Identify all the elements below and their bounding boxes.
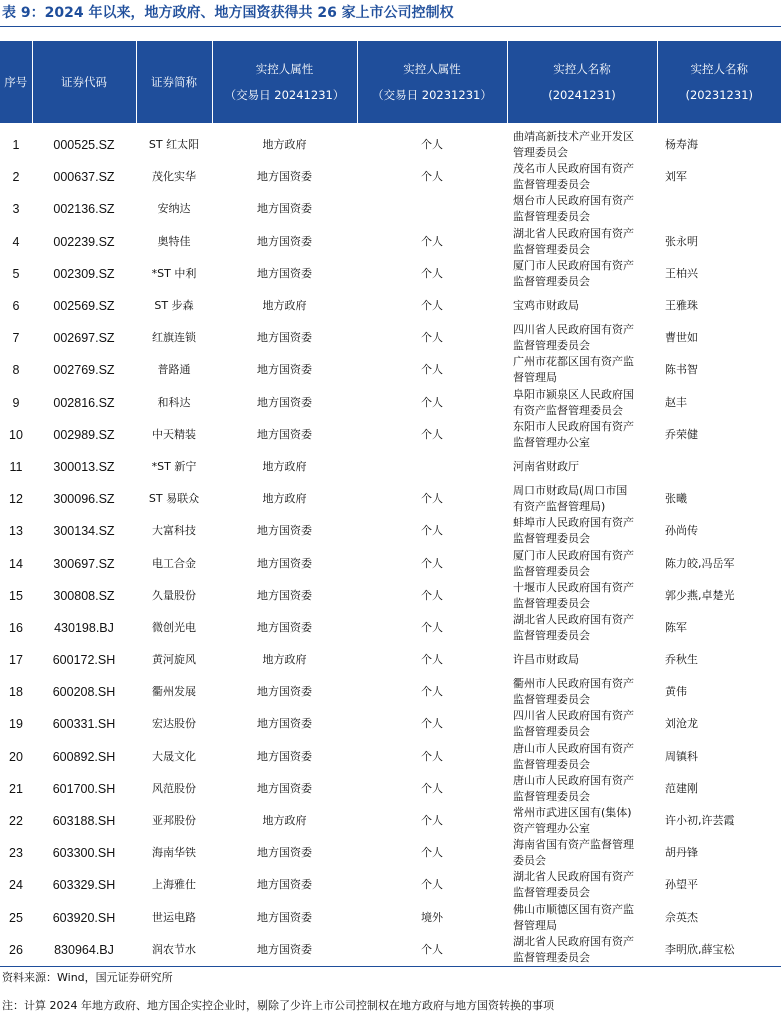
cell-attr-2024: 地方国资委 [257, 685, 312, 699]
cell-code: 002239.SZ [53, 234, 115, 249]
cell-code: 603329.SH [52, 878, 116, 893]
cell-short-name: 安纳达 [157, 202, 191, 216]
cell-attr-2023: 个人 [421, 492, 443, 506]
cell-name-line: 湖北省人民政府国有资产 [513, 226, 634, 240]
cell-seq: 8 [12, 363, 20, 378]
cell-seq: 17 [9, 653, 23, 668]
cell-seq: 14 [9, 556, 23, 571]
table-row [0, 161, 781, 193]
cell-code: 002769.SZ [53, 363, 115, 378]
cell-name-line: 广州市花都区国有资产监 [513, 355, 634, 369]
table-row [0, 676, 781, 708]
cell-name-2023: 杨寿海 [665, 138, 698, 152]
cell-code: 430198.BJ [54, 620, 114, 635]
cell-seq: 23 [9, 846, 23, 861]
cell-attr-2024: 地方国资委 [257, 363, 312, 377]
cell-name-2024 [507, 226, 657, 258]
cell-name-line: 监督管理委员会 [513, 339, 590, 353]
table-row [0, 547, 781, 579]
cell-attr-2023: 个人 [421, 363, 443, 377]
cell-seq: 16 [9, 620, 23, 635]
table-row [0, 387, 781, 419]
cell-name-2023: 王雅珠 [665, 299, 698, 313]
cell-code: 002569.SZ [53, 299, 115, 314]
cell-attr-2024: 地方国资委 [257, 202, 312, 216]
cell-attr-2023: 个人 [421, 556, 443, 570]
cell-name-line: 监督管理委员会 [513, 564, 590, 578]
cell-code: 000637.SZ [53, 170, 115, 185]
cell-attr-2023: 个人 [421, 299, 443, 313]
cell-short-name: 久量股份 [152, 588, 196, 602]
cell-name-2023: 黄伟 [665, 685, 687, 699]
cell-short-name: ST 步森 [154, 299, 194, 313]
cell-attr-2023 [357, 451, 507, 483]
cell-attr-2024: 地方国资委 [257, 331, 312, 345]
cell-name-line: 厦门市人民政府国有资产 [513, 258, 634, 272]
cell-code: 603920.SH [52, 910, 116, 925]
table-row [0, 515, 781, 547]
cell-code: 300096.SZ [53, 492, 115, 507]
cell-attr-2024: 地方国资委 [257, 717, 312, 731]
cell-name-2023 [657, 451, 781, 483]
cell-name-line: 十堰市人民政府国有资产 [513, 580, 634, 594]
cell-name-2023: 陈军 [665, 620, 687, 634]
cell-code: 002136.SZ [53, 202, 115, 217]
cell-name-2023: 孙望平 [665, 878, 698, 892]
cell-code: 300697.SZ [53, 556, 115, 571]
cell-name-2023 [657, 193, 781, 225]
cell-attr-2023: 个人 [421, 685, 443, 699]
cell-name-line: 四川省人民政府国有资产 [513, 323, 634, 337]
cell-name-line: 监督管理委员会 [513, 210, 590, 224]
table-row [0, 644, 781, 676]
cell-name-line: 监督管理委员会 [513, 596, 590, 610]
cell-seq: 6 [12, 299, 20, 314]
cell-name-2023: 曹世如 [665, 331, 698, 345]
table-body [0, 123, 781, 966]
cell-name-line: 常州市武进区国有(集体) [513, 806, 632, 820]
cell-name-2024 [507, 837, 657, 869]
header-name-2024: 实控人名称 (20241231) [507, 41, 657, 123]
cell-name-2024 [507, 483, 657, 515]
cell-name-line: 湖北省人民政府国有资产 [513, 612, 634, 626]
cell-code: 601700.SH [52, 781, 116, 796]
cell-attr-2023: 个人 [421, 846, 443, 860]
cell-name-line: 烟台市人民政府国有资产 [513, 194, 634, 208]
cell-code: 002989.SZ [53, 427, 115, 442]
cell-short-name: ST 红太阳 [148, 138, 200, 152]
table-row [0, 934, 781, 967]
table-row [0, 226, 781, 258]
cell-short-name: 衢州发展 [152, 685, 196, 699]
cell-code: 002816.SZ [53, 395, 115, 410]
cell-name-line: 茂名市人民政府国有资产 [513, 162, 634, 176]
cell-attr-2023: 个人 [421, 234, 443, 248]
cell-short-name: 电工合金 [152, 556, 196, 570]
cell-short-name: 茂化实华 [152, 170, 196, 184]
cell-name-2024 [507, 741, 657, 773]
cell-attr-2023: 个人 [421, 717, 443, 731]
cell-name-2024 [507, 161, 657, 193]
cell-attr-2024: 地方政府 [262, 814, 307, 828]
cell-name-line: 曲靖高新技术产业开发区 [513, 130, 634, 144]
cell-name-2023: 许小初,许芸霞 [665, 814, 735, 828]
cell-name-2024 [507, 644, 657, 676]
cell-seq: 10 [9, 427, 23, 442]
cell-name-2024 [507, 322, 657, 354]
cell-name-line: 监督管理委员会 [513, 693, 590, 707]
cell-name-2023: 孙尚传 [665, 524, 698, 538]
cell-attr-2023: 个人 [421, 427, 443, 441]
cell-attr-2023: 个人 [421, 170, 443, 184]
cell-attr-2024: 地方国资委 [212, 934, 357, 967]
table-row [0, 419, 781, 451]
cell-attr-2023 [357, 193, 507, 225]
cell-code: 600172.SH [52, 653, 116, 668]
cell-code: 603188.SH [52, 814, 116, 829]
cell-seq: 15 [9, 588, 23, 603]
cell-name-line: 监督管理委员会 [513, 886, 590, 900]
cell-attr-2023: 个人 [421, 620, 443, 634]
cell-seq: 4 [12, 234, 20, 249]
cell-short-name: 海南华铁 [152, 846, 196, 860]
cell-attr-2023: 个人 [421, 781, 443, 795]
cell-attr-2023: 个人 [421, 331, 443, 345]
cell-short-name: 普路通 [157, 363, 191, 377]
cell-name-line: 监督管理办公室 [513, 435, 590, 449]
cell-seq: 19 [9, 717, 23, 732]
cell-code: 300134.SZ [53, 524, 115, 539]
cell-name-line: 有资产监督管理委员会 [513, 403, 623, 417]
cell-short-name: 风范股份 [152, 781, 196, 795]
cell-attr-2023: 个人 [421, 588, 443, 602]
cell-code: 600208.SH [52, 685, 116, 700]
cell-attr-2024: 地方政府 [262, 459, 307, 473]
cell-seq: 3 [12, 202, 20, 217]
table-row [0, 258, 781, 290]
control-table [0, 41, 781, 967]
cell-name-2023: 胡丹锋 [665, 846, 698, 860]
cell-seq: 24 [9, 878, 23, 893]
cell-name-line: 湖北省人民政府国有资产 [513, 934, 634, 948]
cell-short-name: 中天精装 [152, 427, 196, 441]
cell-name-2023: 陈力皎,冯岳军 [665, 556, 735, 570]
cell-attr-2023: 境外 [421, 910, 443, 924]
cell-name-2024 [507, 387, 657, 419]
table-row [0, 290, 781, 322]
cell-name-line: 海南省国有资产监督管理 [513, 838, 634, 852]
cell-name-line: 四川省人民政府国有资产 [513, 709, 634, 723]
cell-code: 300013.SZ [53, 459, 115, 474]
cell-name-2023: 陈书智 [665, 363, 698, 377]
cell-seq: 26 [0, 934, 32, 967]
cell-code: 600892.SH [52, 749, 116, 764]
cell-attr-2024: 地方国资委 [257, 781, 312, 795]
cell-name-2024 [507, 708, 657, 740]
cell-name-line: 宝鸡市财政局 [513, 299, 579, 313]
cell-attr-2024: 地方国资委 [257, 234, 312, 248]
source-note: 资料来源：Wind，国元证券研究所 [2, 970, 173, 984]
cell-attr-2024: 地方国资委 [257, 427, 312, 441]
table-row [0, 612, 781, 644]
cell-short-name: 奥特佳 [157, 234, 191, 248]
cell-name-line: 许昌市财政局 [513, 653, 579, 667]
cell-short-name: 上海雅仕 [152, 878, 196, 892]
cell-name-2023: 张永明 [665, 234, 698, 248]
cell-name-2023: 佘英杰 [665, 910, 698, 924]
cell-attr-2024: 地方国资委 [257, 170, 312, 184]
cell-seq: 5 [12, 266, 20, 281]
cell-name-2023: 郭少燕,卓楚光 [665, 588, 735, 602]
cell-attr-2024: 地方政府 [262, 299, 307, 313]
cell-name-line: 督管理局 [513, 371, 557, 385]
cell-attr-2024: 地方国资委 [257, 620, 312, 634]
cell-name-2023: 赵丰 [665, 395, 687, 409]
cell-name-line: 督管理局 [513, 918, 557, 932]
cell-attr-2023: 个人 [421, 749, 443, 763]
table-row [0, 805, 781, 837]
cell-name-2024 [507, 419, 657, 451]
cell-seq: 20 [9, 749, 23, 764]
cell-name-2023: 刘军 [665, 170, 687, 184]
cell-name-line: 湖北省人民政府国有资产 [513, 870, 634, 884]
cell-name-line: 监督管理委员会 [513, 178, 590, 192]
cell-code: 000525.SZ [53, 138, 115, 153]
cell-name-line: 唐山市人民政府国有资产 [513, 773, 634, 787]
cell-attr-2023: 个人 [357, 934, 507, 967]
table-row [0, 123, 781, 161]
cell-attr-2023: 个人 [421, 266, 443, 280]
cell-seq: 21 [9, 781, 23, 796]
table-row [0, 483, 781, 515]
table-row [0, 354, 781, 386]
cell-name-2024 [507, 290, 657, 322]
cell-code: 002309.SZ [53, 266, 115, 281]
cell-name-line: 周口市财政局(周口市国 [513, 484, 628, 498]
cell-name-2024 [507, 805, 657, 837]
cell-name-2024 [507, 902, 657, 934]
cell-seq: 2 [12, 170, 20, 185]
cell-name-2024 [507, 354, 657, 386]
cell-name-line: 厦门市人民政府国有资产 [513, 548, 634, 562]
cell-name-line: 有资产监督管理局) [513, 500, 606, 514]
cell-attr-2024: 地方国资委 [257, 846, 312, 860]
cell-name-2023: 张曦 [665, 492, 687, 506]
cell-name-line: 资产管理办公室 [513, 822, 590, 836]
cell-name-2024 [507, 580, 657, 612]
cell-name-2024 [507, 193, 657, 225]
table-row [0, 708, 781, 740]
cell-attr-2024: 地方国资委 [257, 588, 312, 602]
cell-name-line: 蚌埠市人民政府国有资产 [513, 516, 634, 530]
cell-short-name: 润农节水 [136, 934, 212, 967]
cell-attr-2024: 地方国资委 [257, 524, 312, 538]
cell-name-2024 [507, 869, 657, 901]
table-row [0, 837, 781, 869]
cell-name-2024 [507, 123, 657, 161]
cell-name-line: 河南省财政厅 [513, 459, 579, 473]
cell-short-name: 亚邦股份 [152, 814, 196, 828]
cell-name-2024 [507, 773, 657, 805]
cell-name-2024 [507, 451, 657, 483]
cell-attr-2024: 地方国资委 [257, 266, 312, 280]
cell-attr-2024: 地方国资委 [257, 878, 312, 892]
table-row [0, 869, 781, 901]
table-row [0, 741, 781, 773]
cell-seq: 22 [9, 814, 23, 829]
cell-name-line: 委员会 [513, 854, 546, 868]
table-row [0, 773, 781, 805]
cell-short-name: 红旗连锁 [152, 331, 196, 345]
cell-short-name: ST 易联众 [148, 492, 200, 506]
cell-attr-2024: 地方国资委 [257, 395, 312, 409]
cell-name-line: 阜阳市颍泉区人民政府国 [513, 387, 634, 401]
cell-seq: 1 [12, 138, 20, 153]
cell-seq: 13 [9, 524, 23, 539]
cell-name-line: 唐山市人民政府国有资产 [513, 741, 634, 755]
cell-attr-2024: 地方国资委 [257, 910, 312, 924]
header-name-2023: 实控人名称 (20231231) [657, 41, 781, 123]
cell-name-2024 [507, 934, 657, 967]
table-row [0, 902, 781, 934]
header-seq: 序号 [0, 41, 32, 123]
cell-short-name: 微创光电 [152, 620, 196, 634]
cell-code: 600331.SH [52, 717, 116, 732]
cell-short-name: 大晟文化 [152, 749, 196, 763]
table-row [0, 451, 781, 483]
cell-short-name: 世运电路 [152, 910, 196, 924]
cell-name-line: 监督管理委员会 [513, 628, 590, 642]
cell-name-2023: 范建刚 [665, 781, 698, 795]
header-short-name: 证券简称 [136, 41, 212, 123]
cell-attr-2024: 地方国资委 [257, 749, 312, 763]
cell-name-2023: 乔荣健 [665, 427, 698, 441]
footnote: 注：计算 2024 年地方政府、地方国企实控企业时，剔除了少许上市公司控制权在地方政府与地方国资转换的事项 [2, 998, 554, 1012]
table-row [0, 580, 781, 612]
cell-code: 830964.BJ [32, 934, 136, 967]
cell-attr-2023: 个人 [421, 878, 443, 892]
cell-attr-2023: 个人 [421, 138, 443, 152]
cell-attr-2024: 地方政府 [262, 138, 307, 152]
cell-seq: 9 [12, 395, 20, 410]
cell-short-name: *ST 中利 [151, 266, 197, 280]
cell-attr-2023: 个人 [421, 524, 443, 538]
cell-name-line: 监督管理委员会 [513, 789, 590, 803]
cell-name-2023: 李明欣,薛宝松 [657, 934, 781, 967]
cell-seq: 18 [9, 685, 23, 700]
cell-name-2024 [507, 612, 657, 644]
cell-name-line: 监督管理委员会 [513, 950, 590, 964]
cell-name-line: 衢州市人民政府国有资产 [513, 677, 634, 691]
cell-seq: 7 [12, 331, 20, 346]
cell-attr-2024: 地方政府 [262, 492, 307, 506]
cell-name-2024 [507, 258, 657, 290]
header-attr-2023: 实控人属性 （交易日 20231231） [357, 41, 507, 123]
cell-attr-2023: 个人 [421, 814, 443, 828]
table-row [0, 322, 781, 354]
cell-name-line: 管理委员会 [513, 146, 568, 160]
cell-attr-2023: 个人 [421, 653, 443, 667]
cell-name-2023: 刘沧龙 [665, 717, 698, 731]
cell-short-name: 大富科技 [152, 524, 196, 538]
cell-short-name: 黄河旋风 [152, 653, 196, 667]
header-code: 证券代码 [32, 41, 136, 123]
cell-attr-2023: 个人 [421, 395, 443, 409]
cell-short-name: *ST 新宁 [151, 459, 197, 473]
cell-name-line: 监督管理委员会 [513, 757, 590, 771]
cell-name-line: 监督管理委员会 [513, 242, 590, 256]
cell-name-line: 佛山市顺德区国有资产监 [513, 902, 634, 916]
header-attr-2024: 实控人属性 （交易日 20241231） [212, 41, 357, 123]
cell-code: 002697.SZ [53, 331, 115, 346]
cell-seq: 12 [9, 492, 23, 507]
table-title: 表 9：2024 年以来，地方政府、地方国资获得共 26 家上市公司控制权 [0, 0, 781, 27]
table-row [0, 193, 781, 225]
cell-short-name: 宏达股份 [152, 717, 196, 731]
cell-name-line: 监督管理委员会 [513, 274, 590, 288]
cell-name-2024 [507, 515, 657, 547]
cell-name-2024 [507, 547, 657, 579]
cell-code: 603300.SH [52, 846, 116, 861]
table-header [0, 41, 781, 123]
cell-short-name: 和科达 [157, 395, 191, 409]
cell-attr-2024: 地方国资委 [257, 556, 312, 570]
cell-code: 300808.SZ [53, 588, 115, 603]
cell-seq: 11 [9, 459, 23, 474]
cell-name-2023: 王柏兴 [665, 266, 698, 280]
cell-seq: 25 [9, 910, 23, 925]
cell-name-line: 监督管理委员会 [513, 532, 590, 546]
cell-name-2023: 周镇科 [665, 749, 698, 763]
cell-name-2023: 乔秋生 [665, 653, 698, 667]
cell-name-line: 监督管理委员会 [513, 725, 590, 739]
cell-name-line: 东阳市人民政府国有资产 [513, 419, 634, 433]
cell-name-2024 [507, 676, 657, 708]
cell-attr-2024: 地方政府 [262, 653, 307, 667]
